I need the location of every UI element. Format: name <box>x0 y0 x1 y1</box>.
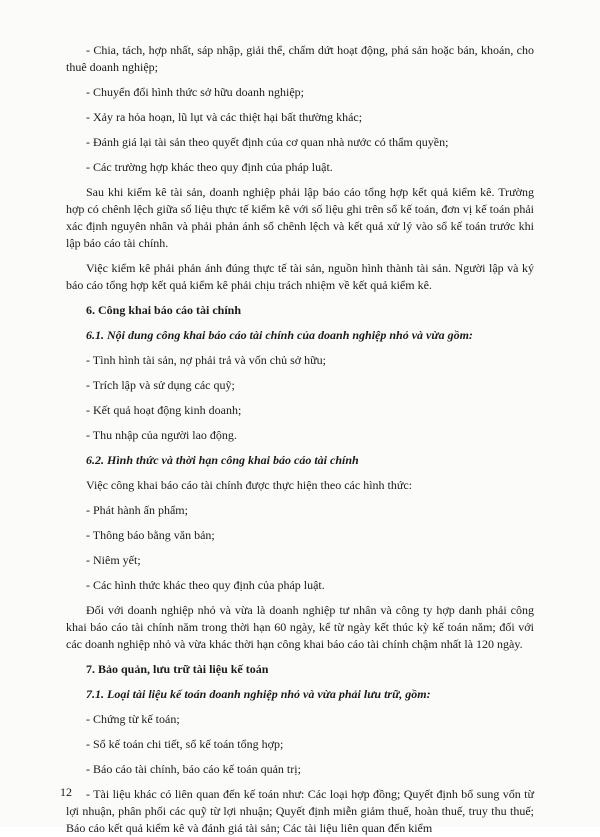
list-item: - Kết quả hoạt động kinh doanh; <box>86 403 242 417</box>
paragraph: Việc công khai báo cáo tài chính được thực hiện theo các hình thức: <box>86 478 413 492</box>
paragraph: Sau khi kiểm kê tài sản, doanh nghiệp phải lập báo cáo tổng hợp kết quả kiểm kê. Trường hợp có chênh lệch giữa số liệu thực tế kiểm kê với số liệu ghi trên sổ kế toán, đơn vị kế toán phải xác định nguyên nhân và phải phản ánh số chênh lệch và kết quả xử lý vào sổ kế toán trước khi lập báo cáo tài chính. <box>66 185 534 250</box>
list-item: - Sổ kế toán chi tiết, sổ kế toán tổng hợp; <box>86 737 284 751</box>
paragraph: Đối với doanh nghiệp nhỏ và vừa là doanh nghiệp tư nhân và công ty hợp danh phải công khai báo cáo tài chính năm trong thời hạn 60 ngày, kể từ ngày kết thúc kỳ kế toán năm; đối với các doanh nghiệp nhỏ và vừa khác thời hạn công khai báo cáo tài chính chậm nhất là 120 ngày. <box>66 603 534 651</box>
subsection-heading-6-2: 6.2. Hình thức và thời hạn công khai báo cáo tài chính <box>86 453 359 467</box>
list-item: - Chuyển đổi hình thức sở hữu doanh nghiệp; <box>86 85 304 99</box>
list-item: - Niêm yết; <box>86 553 141 567</box>
list-item: - Chia, tách, hợp nhất, sáp nhập, giải thể, chấm dứt hoạt động, phá sản hoặc bán, khoán, cho thuê doanh nghiệp; <box>66 43 534 74</box>
list-item: - Tài liệu khác có liên quan đến kế toán như: Các loại hợp đồng; Quyết định bổ sung vốn từ lợi nhuận, phân phối các quỹ từ lợi nhuận; Quyết định miễn giảm thuế, hoàn thuế, truy thu thuế; Báo cáo kết quả kiểm kê và đánh giá tài sản; Các tài liệu liên quan đến kiểm <box>66 787 534 835</box>
list-item: - Đánh giá lại tài sản theo quyết định của cơ quan nhà nước có thẩm quyền; <box>86 135 449 149</box>
section-heading-7: 7. Bảo quản, lưu trữ tài liệu kế toán <box>86 662 269 676</box>
list-item: - Báo cáo tài chính, báo cáo kế toán quản trị; <box>86 762 301 776</box>
list-item: - Trích lập và sử dụng các quỹ; <box>86 378 235 392</box>
list-item: - Tình hình tài sản, nợ phải trả và vốn chủ sở hữu; <box>86 353 326 367</box>
subsection-heading-6-1: 6.1. Nội dung công khai báo cáo tài chính của doanh nghiệp nhỏ và vừa gồm: <box>86 328 473 342</box>
list-item: - Thu nhập của người lao động. <box>86 428 237 442</box>
list-item: - Các hình thức khác theo quy định của pháp luật. <box>86 578 325 592</box>
page-number: 12 <box>60 785 72 799</box>
list-item: - Xảy ra hỏa hoạn, lũ lụt và các thiệt hại bất thường khác; <box>86 110 363 124</box>
list-item: - Các trường hợp khác theo quy định của pháp luật. <box>86 160 333 174</box>
list-item: - Chứng từ kế toán; <box>86 712 180 726</box>
paragraph: Việc kiểm kê phải phản ánh đúng thực tế tài sản, nguồn hình thành tài sản. Người lập và ký báo cáo tổng hợp kết quả kiểm kê phải chịu trách nhiệm về kết quả kiểm kê. <box>66 261 534 292</box>
subsection-heading-7-1: 7.1. Loại tài liệu kế toán doanh nghiệp nhỏ và vừa phải lưu trữ, gồm: <box>86 687 431 701</box>
list-item: - Phát hành ấn phẩm; <box>86 503 188 517</box>
list-item: - Thông báo bằng văn bản; <box>86 528 215 542</box>
section-heading-6: 6. Công khai báo cáo tài chính <box>86 303 242 317</box>
